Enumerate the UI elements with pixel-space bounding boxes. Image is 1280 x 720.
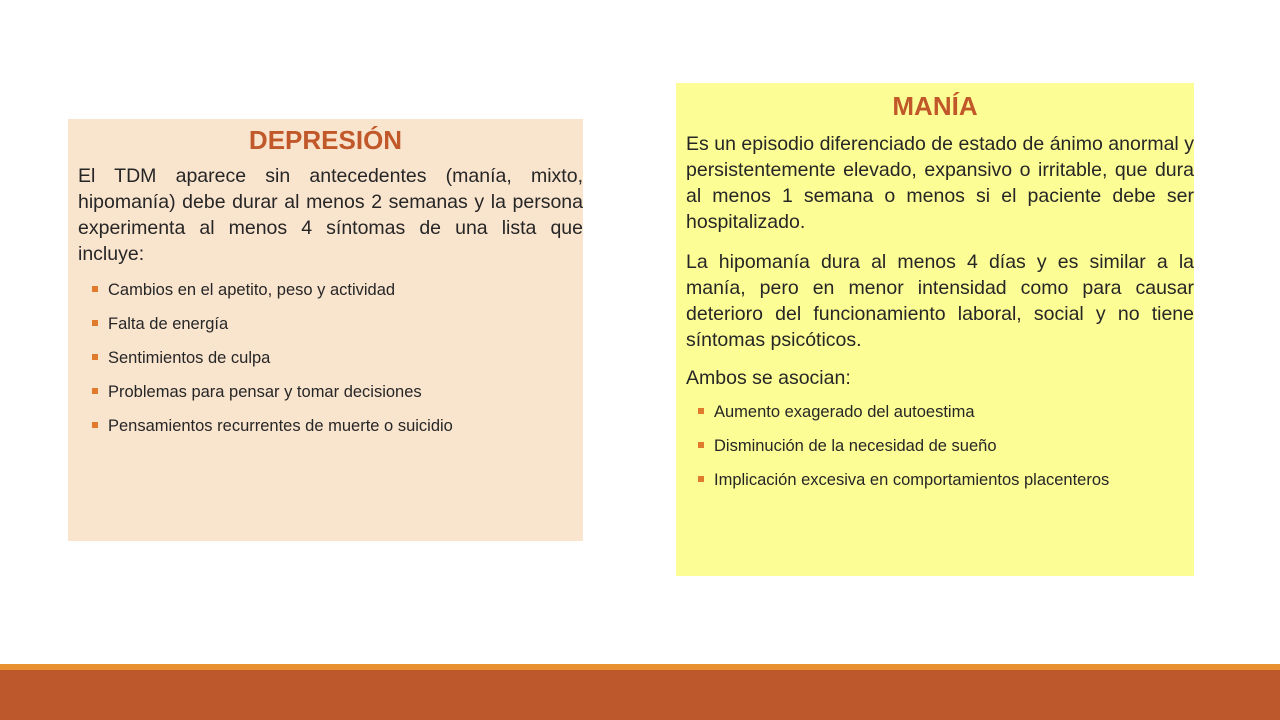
square-bullet-icon (698, 442, 704, 448)
square-bullet-icon (92, 286, 98, 292)
list-item (698, 429, 1194, 463)
square-bullet-icon (698, 408, 704, 414)
depresion-paragraph: El TDM aparece sin antecedentes (manía, mixto, hipomanía) debe durar al menos 2 semanas y la persona experimenta al menos 4 síntomas de una lista que incluye: (78, 165, 583, 265)
square-bullet-icon (698, 476, 704, 482)
depresion-symptom-list (78, 273, 583, 443)
footer-bar (0, 670, 1280, 720)
mania-title: MANÍA (892, 91, 978, 121)
square-bullet-icon (92, 320, 98, 326)
mania-lead-text: Ambos se asocian: (686, 367, 851, 389)
list-item-text: Cambios en el apetito, peso y actividad (108, 281, 396, 299)
depresion-title: DEPRESIÓN (248, 125, 403, 155)
list-item-text: Disminución de la necesidad de sueño (714, 437, 997, 455)
depresion-panel (68, 119, 583, 541)
mania-paragraph: Es un episodio diferenciado de estado de ánimo anormal y persistentemente elevado, expansivo o irritable, que dura al menos 1 semana o menos si el paciente debe ser hospitalizado. (686, 133, 1194, 233)
mania-panel (676, 83, 1194, 576)
list-item (698, 395, 1194, 429)
list-item-text: Implicación excesiva en comportamientos placenteros (714, 471, 1110, 489)
list-item (92, 375, 583, 409)
list-item (92, 273, 583, 307)
square-bullet-icon (92, 422, 98, 428)
list-item-text: Pensamientos recurrentes de muerte o suicidio (108, 417, 453, 435)
list-item-text: Problemas para pensar y tomar decisiones (108, 383, 422, 401)
square-bullet-icon (92, 388, 98, 394)
list-item (92, 409, 583, 443)
list-item-text: Sentimientos de culpa (108, 349, 271, 367)
list-item-text: Falta de energía (108, 315, 229, 333)
list-item (698, 463, 1194, 497)
square-bullet-icon (92, 354, 98, 360)
list-item-text: Aumento exagerado del autoestima (714, 403, 975, 421)
hipomania-paragraph: La hipomanía dura al menos 4 días y es similar a la manía, pero en menor intensidad como para causar deterioro del funcionamiento laboral, social y no tiene síntomas psicóticos. (686, 251, 1194, 351)
list-item (92, 307, 583, 341)
mania-association-list (686, 395, 1194, 497)
list-item (92, 341, 583, 375)
